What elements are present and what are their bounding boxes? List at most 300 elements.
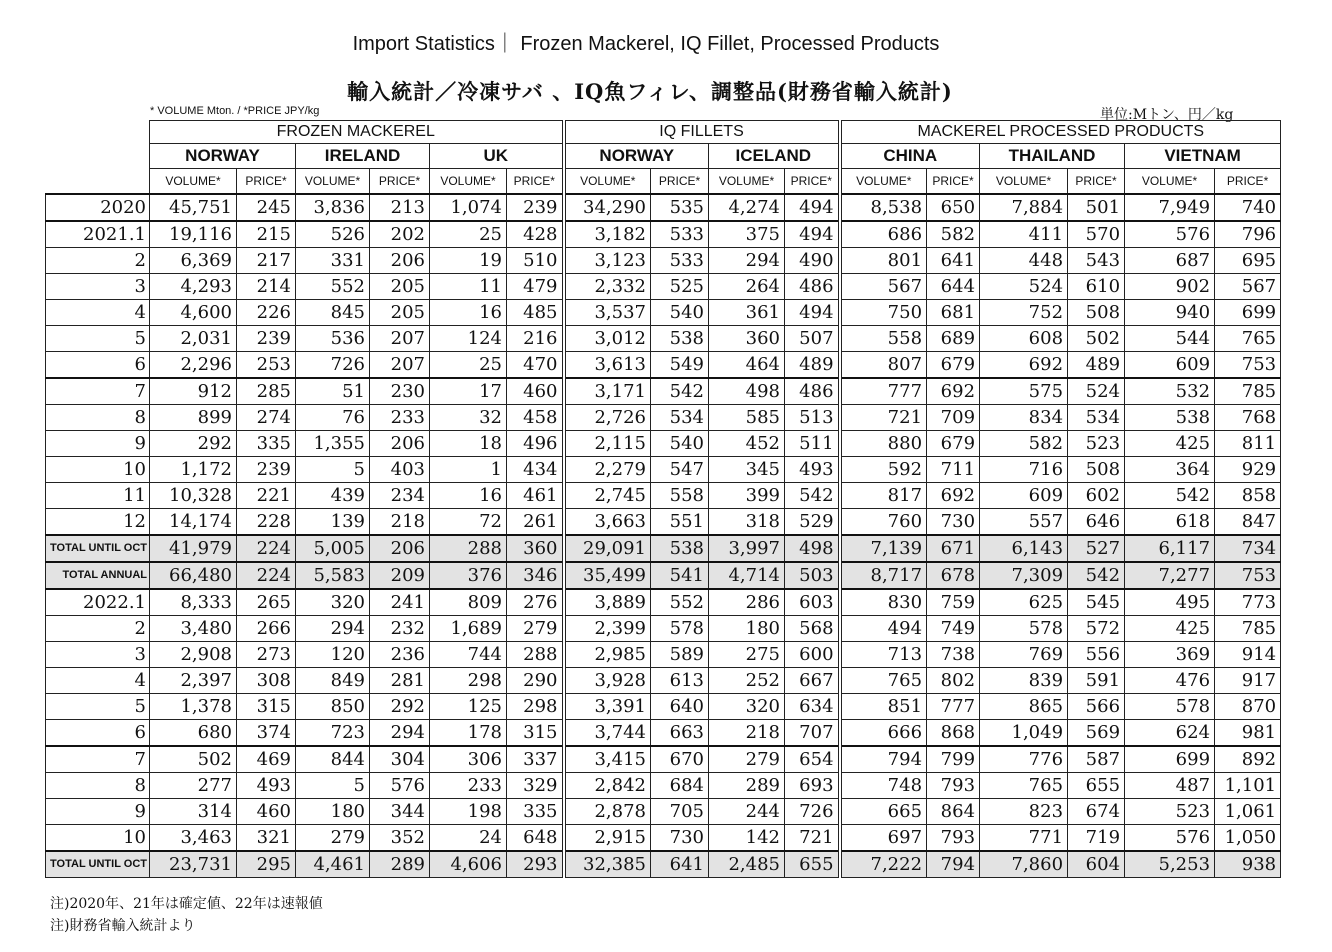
price-cell: 490	[785, 248, 840, 274]
price-cell: 527	[1068, 535, 1125, 562]
price-cell: 470	[507, 352, 564, 379]
price-cell: 738	[927, 642, 980, 668]
volume-cell: 3,012	[564, 326, 651, 352]
volume-cell: 1,355	[296, 431, 370, 457]
volume-cell: 5,005	[296, 535, 370, 562]
table-row	[46, 720, 1281, 747]
volume-cell: 609	[980, 483, 1068, 509]
country-vietnam: VIETNAM	[1125, 144, 1281, 169]
volume-cell: 279	[296, 825, 370, 852]
volume-cell: 1,378	[150, 694, 237, 720]
price-cell: 533	[651, 248, 709, 274]
volume-cell: 1,172	[150, 457, 237, 483]
volume-cell: 8,717	[840, 562, 927, 589]
price-cell: 1,101	[1215, 773, 1281, 799]
price-cell: 692	[927, 378, 980, 405]
price-cell: 641	[927, 248, 980, 274]
volume-cell: 849	[296, 668, 370, 694]
price-cell: 547	[651, 457, 709, 483]
price-cell: 239	[237, 457, 296, 483]
price-cell: 799	[927, 746, 980, 773]
price-cell: 221	[237, 483, 296, 509]
footnote: 注)財務省輸入統計より	[50, 918, 196, 934]
price-cell: 239	[237, 326, 296, 352]
price-cell: 793	[927, 773, 980, 799]
row-label: 9	[46, 799, 150, 825]
volume-cell: 809	[430, 589, 507, 616]
price-cell: 917	[1215, 668, 1281, 694]
volume-cell: 35,499	[564, 562, 651, 589]
volume-cell: 807	[840, 352, 927, 379]
price-cell: 678	[927, 562, 980, 589]
row-label: 9	[46, 431, 150, 457]
row-label: 11	[46, 483, 150, 509]
volume-cell: 139	[296, 509, 370, 536]
volume-cell: 624	[1125, 720, 1215, 747]
price-cell: 486	[785, 274, 840, 300]
price-cell: 344	[370, 799, 430, 825]
volume-cell: 526	[296, 221, 370, 248]
table-row	[46, 483, 1281, 509]
volume-cell: 6,143	[980, 535, 1068, 562]
price-cell: 566	[1068, 694, 1125, 720]
price-cell: 542	[651, 378, 709, 405]
price-cell: 486	[785, 378, 840, 405]
price-cell: 224	[237, 562, 296, 589]
price-cell: 213	[370, 194, 430, 221]
price-cell: 489	[1068, 352, 1125, 379]
price-cell: 290	[507, 668, 564, 694]
price-cell: 228	[237, 509, 296, 536]
country-iceland: ICELAND	[709, 144, 840, 169]
volume-cell: 2,485	[709, 851, 785, 878]
row-label: 8	[46, 773, 150, 799]
price-cell: 206	[370, 431, 430, 457]
price-cell: 603	[785, 589, 840, 616]
volume-cell: 264	[709, 274, 785, 300]
row-label: 3	[46, 274, 150, 300]
price-cell: 870	[1215, 694, 1281, 720]
price-cell: 542	[1068, 562, 1125, 589]
volume-cell: 697	[840, 825, 927, 852]
price-cell: 403	[370, 457, 430, 483]
volume-cell: 2,279	[564, 457, 651, 483]
volume-cell: 376	[430, 562, 507, 589]
volume-cell: 5	[296, 457, 370, 483]
price-cell: 289	[370, 851, 430, 878]
volume-cell: 850	[296, 694, 370, 720]
volume-cell: 723	[296, 720, 370, 747]
price-cell: 655	[1068, 773, 1125, 799]
price-cell: 494	[785, 194, 840, 221]
volume-cell: 750	[840, 300, 927, 326]
price-cell: 253	[237, 352, 296, 379]
country-norway: NORWAY	[150, 144, 296, 169]
volume-cell: 425	[1125, 431, 1215, 457]
import-statistics-table	[45, 120, 1281, 878]
volume-column-header: VOLUME*	[709, 169, 785, 195]
price-cell: 572	[1068, 616, 1125, 642]
price-cell: 753	[1215, 352, 1281, 379]
table-row	[46, 274, 1281, 300]
volume-cell: 369	[1125, 642, 1215, 668]
volume-cell: 3,415	[564, 746, 651, 773]
price-cell: 241	[370, 589, 430, 616]
price-cell: 215	[237, 221, 296, 248]
price-cell: 567	[1215, 274, 1281, 300]
volume-cell: 880	[840, 431, 927, 457]
row-label: 5	[46, 326, 150, 352]
volume-cell: 502	[150, 746, 237, 773]
volume-cell: 801	[840, 248, 927, 274]
volume-cell: 361	[709, 300, 785, 326]
volume-cell: 665	[840, 799, 927, 825]
table-row	[46, 694, 1281, 720]
volume-cell: 314	[150, 799, 237, 825]
row-label: 6	[46, 352, 150, 379]
price-cell: 981	[1215, 720, 1281, 747]
volume-cell: 72	[430, 509, 507, 536]
price-cell: 892	[1215, 746, 1281, 773]
price-cell: 321	[237, 825, 296, 852]
price-column-header: PRICE*	[370, 169, 430, 195]
volume-cell: 575	[980, 378, 1068, 405]
volume-cell: 1,074	[430, 194, 507, 221]
volume-cell: 11	[430, 274, 507, 300]
price-cell: 239	[507, 194, 564, 221]
volume-cell: 16	[430, 483, 507, 509]
volume-cell: 7,222	[840, 851, 927, 878]
price-cell: 214	[237, 274, 296, 300]
row-label: 10	[46, 457, 150, 483]
price-cell: 689	[927, 326, 980, 352]
volume-cell: 17	[430, 378, 507, 405]
table-row	[46, 851, 1281, 878]
price-cell: 501	[1068, 194, 1125, 221]
volume-cell: 687	[1125, 248, 1215, 274]
price-cell: 304	[370, 746, 430, 773]
price-cell: 589	[651, 642, 709, 668]
table-row	[46, 773, 1281, 799]
volume-cell: 899	[150, 405, 237, 431]
volume-cell: 7,949	[1125, 194, 1215, 221]
table-row	[46, 300, 1281, 326]
volume-cell: 608	[980, 326, 1068, 352]
price-cell: 489	[785, 352, 840, 379]
table-row	[46, 589, 1281, 616]
volume-cell: 76	[296, 405, 370, 431]
price-cell: 234	[370, 483, 430, 509]
volume-cell: 120	[296, 642, 370, 668]
table-row	[46, 378, 1281, 405]
row-label: 6	[46, 720, 150, 747]
row-label: 8	[46, 405, 150, 431]
volume-cell: 233	[430, 773, 507, 799]
price-cell: 644	[927, 274, 980, 300]
price-cell: 535	[651, 194, 709, 221]
footnote: 注)2020年、21年は確定値、22年は速報値	[50, 896, 323, 912]
volume-cell: 3,613	[564, 352, 651, 379]
volume-cell: 3,182	[564, 221, 651, 248]
volume-cell: 538	[1125, 405, 1215, 431]
price-cell: 667	[785, 668, 840, 694]
price-cell: 276	[507, 589, 564, 616]
row-label: 4	[46, 668, 150, 694]
volume-cell: 180	[296, 799, 370, 825]
price-cell: 230	[370, 378, 430, 405]
volume-cell: 552	[296, 274, 370, 300]
volume-cell: 2,985	[564, 642, 651, 668]
volume-cell: 5	[296, 773, 370, 799]
price-cell: 610	[1068, 274, 1125, 300]
price-cell: 726	[785, 799, 840, 825]
price-cell: 266	[237, 616, 296, 642]
price-cell: 796	[1215, 221, 1281, 248]
price-cell: 684	[651, 773, 709, 799]
volume-cell: 16	[430, 300, 507, 326]
volume-cell: 14,174	[150, 509, 237, 536]
price-cell: 640	[651, 694, 709, 720]
row-label: 2022.1	[46, 589, 150, 616]
volume-cell: 277	[150, 773, 237, 799]
volume-cell: 124	[430, 326, 507, 352]
row-label: TOTAL UNTIL OCT	[46, 535, 150, 562]
price-cell: 374	[237, 720, 296, 747]
volume-column-header: VOLUME*	[980, 169, 1068, 195]
volume-cell: 7,139	[840, 535, 927, 562]
price-cell: 613	[651, 668, 709, 694]
price-cell: 524	[1068, 378, 1125, 405]
price-cell: 681	[927, 300, 980, 326]
price-cell: 207	[370, 352, 430, 379]
price-cell: 274	[237, 405, 296, 431]
volume-cell: 823	[980, 799, 1068, 825]
japanese-title: 輸入統計／冷凍サバ 、IQ魚フィレ、調整品(財務省輸入統計)	[347, 79, 953, 104]
volume-cell: 4,293	[150, 274, 237, 300]
price-cell: 352	[370, 825, 430, 852]
volume-cell: 578	[980, 616, 1068, 642]
price-cell: 749	[927, 616, 980, 642]
volume-cell: 1	[430, 457, 507, 483]
price-cell: 292	[370, 694, 430, 720]
volume-cell: 845	[296, 300, 370, 326]
unit-note: * VOLUME Mton. / *PRICE JPY/kg	[150, 105, 320, 117]
volume-cell: 320	[296, 589, 370, 616]
volume-column-header: VOLUME*	[1125, 169, 1215, 195]
volume-cell: 45,751	[150, 194, 237, 221]
price-cell: 674	[1068, 799, 1125, 825]
price-cell: 1,050	[1215, 825, 1281, 852]
price-cell: 513	[785, 405, 840, 431]
volume-cell: 532	[1125, 378, 1215, 405]
volume-cell: 32,385	[564, 851, 651, 878]
volume-column-header: VOLUME*	[430, 169, 507, 195]
price-cell: 699	[1215, 300, 1281, 326]
volume-cell: 10,328	[150, 483, 237, 509]
volume-cell: 542	[1125, 483, 1215, 509]
row-label: 2020	[46, 194, 150, 221]
footnotes	[50, 893, 323, 937]
row-label: 5	[46, 694, 150, 720]
price-cell: 600	[785, 642, 840, 668]
price-cell: 802	[927, 668, 980, 694]
volume-cell: 8,538	[840, 194, 927, 221]
group-header-row	[46, 121, 1281, 144]
price-cell: 811	[1215, 431, 1281, 457]
volume-cell: 399	[709, 483, 785, 509]
price-cell: 217	[237, 248, 296, 274]
table-row	[46, 248, 1281, 274]
volume-cell: 452	[709, 431, 785, 457]
volume-cell: 2,878	[564, 799, 651, 825]
price-cell: 914	[1215, 642, 1281, 668]
group-iq-fillets: IQ FILLETS	[564, 121, 840, 144]
volume-cell: 865	[980, 694, 1068, 720]
price-cell: 938	[1215, 851, 1281, 878]
volume-cell: 425	[1125, 616, 1215, 642]
volume-cell: 4,606	[430, 851, 507, 878]
table-row	[46, 746, 1281, 773]
volume-cell: 306	[430, 746, 507, 773]
volume-cell: 294	[296, 616, 370, 642]
price-cell: 207	[370, 326, 430, 352]
volume-cell: 536	[296, 326, 370, 352]
price-cell: 529	[785, 509, 840, 536]
price-cell: 503	[785, 562, 840, 589]
row-label: 2	[46, 616, 150, 642]
price-cell: 485	[507, 300, 564, 326]
row-label: 10	[46, 825, 150, 852]
volume-cell: 3,537	[564, 300, 651, 326]
row-label: 7	[46, 746, 150, 773]
country-ireland: IRELAND	[296, 144, 430, 169]
volume-cell: 2,031	[150, 326, 237, 352]
table-row	[46, 668, 1281, 694]
volume-cell: 3,663	[564, 509, 651, 536]
volume-cell: 498	[709, 378, 785, 405]
volume-cell: 8,333	[150, 589, 237, 616]
row-label: 3	[46, 642, 150, 668]
price-cell: 711	[927, 457, 980, 483]
volume-cell: 476	[1125, 668, 1215, 694]
volume-cell: 4,461	[296, 851, 370, 878]
volume-cell: 4,714	[709, 562, 785, 589]
volume-cell: 777	[840, 378, 927, 405]
price-cell: 730	[927, 509, 980, 536]
price-cell: 785	[1215, 378, 1281, 405]
price-column-header: PRICE*	[507, 169, 564, 195]
volume-column-header: VOLUME*	[840, 169, 927, 195]
volume-cell: 464	[709, 352, 785, 379]
price-cell: 730	[651, 825, 709, 852]
volume-cell: 592	[840, 457, 927, 483]
price-cell: 543	[1068, 248, 1125, 274]
volume-cell: 2,332	[564, 274, 651, 300]
group-processed-products: MACKEREL PROCESSED PRODUCTS	[840, 121, 1281, 144]
price-cell: 335	[507, 799, 564, 825]
country-norway-iq: NORWAY	[564, 144, 709, 169]
price-cell: 533	[651, 221, 709, 248]
price-cell: 460	[507, 378, 564, 405]
volume-cell: 19	[430, 248, 507, 274]
volume-cell: 2,726	[564, 405, 651, 431]
price-cell: 558	[651, 483, 709, 509]
price-cell: 295	[237, 851, 296, 878]
price-cell: 604	[1068, 851, 1125, 878]
volume-cell: 7,309	[980, 562, 1068, 589]
country-uk: UK	[430, 144, 564, 169]
volume-cell: 294	[709, 248, 785, 274]
price-cell: 218	[370, 509, 430, 536]
price-cell: 346	[507, 562, 564, 589]
volume-cell: 765	[840, 668, 927, 694]
price-cell: 315	[507, 720, 564, 747]
volume-cell: 523	[1125, 799, 1215, 825]
price-cell: 759	[927, 589, 980, 616]
price-cell: 719	[1068, 825, 1125, 852]
volume-cell: 218	[709, 720, 785, 747]
volume-cell: 576	[1125, 221, 1215, 248]
volume-cell: 5,583	[296, 562, 370, 589]
price-cell: 794	[927, 851, 980, 878]
volume-cell: 25	[430, 221, 507, 248]
price-cell: 279	[507, 616, 564, 642]
price-cell: 864	[927, 799, 980, 825]
volume-cell: 7,860	[980, 851, 1068, 878]
price-cell: 569	[1068, 720, 1125, 747]
volume-column-header: VOLUME*	[296, 169, 370, 195]
price-cell: 205	[370, 300, 430, 326]
volume-cell: 3,480	[150, 616, 237, 642]
row-label: 2021.1	[46, 221, 150, 248]
volume-cell: 288	[430, 535, 507, 562]
price-cell: 773	[1215, 589, 1281, 616]
price-cell: 793	[927, 825, 980, 852]
price-cell: 693	[785, 773, 840, 799]
price-cell: 734	[1215, 535, 1281, 562]
price-column-header: PRICE*	[651, 169, 709, 195]
volume-cell: 41,979	[150, 535, 237, 562]
price-cell: 337	[507, 746, 564, 773]
volume-cell: 125	[430, 694, 507, 720]
price-cell: 511	[785, 431, 840, 457]
volume-cell: 713	[840, 642, 927, 668]
volume-cell: 558	[840, 326, 927, 352]
price-cell: 224	[237, 535, 296, 562]
page-title: Import Statistics｜ Frozen Mackerel, IQ Fillet, Processed Products	[352, 33, 940, 55]
volume-cell: 2,397	[150, 668, 237, 694]
price-cell: 641	[651, 851, 709, 878]
price-cell: 591	[1068, 668, 1125, 694]
volume-cell: 2,745	[564, 483, 651, 509]
price-cell: 233	[370, 405, 430, 431]
table-row	[46, 457, 1281, 483]
row-label: TOTAL ANNUAL	[46, 562, 150, 589]
price-cell: 523	[1068, 431, 1125, 457]
price-cell: 273	[237, 642, 296, 668]
volume-cell: 7,884	[980, 194, 1068, 221]
row-label: 7	[46, 378, 150, 405]
price-cell: 785	[1215, 616, 1281, 642]
group-frozen-mackerel: FROZEN MACKEREL	[150, 121, 564, 144]
price-cell: 538	[651, 326, 709, 352]
volume-cell: 3,171	[564, 378, 651, 405]
price-cell: 335	[237, 431, 296, 457]
table-row	[46, 825, 1281, 852]
price-cell: 671	[927, 535, 980, 562]
volume-cell: 748	[840, 773, 927, 799]
volume-cell: 198	[430, 799, 507, 825]
